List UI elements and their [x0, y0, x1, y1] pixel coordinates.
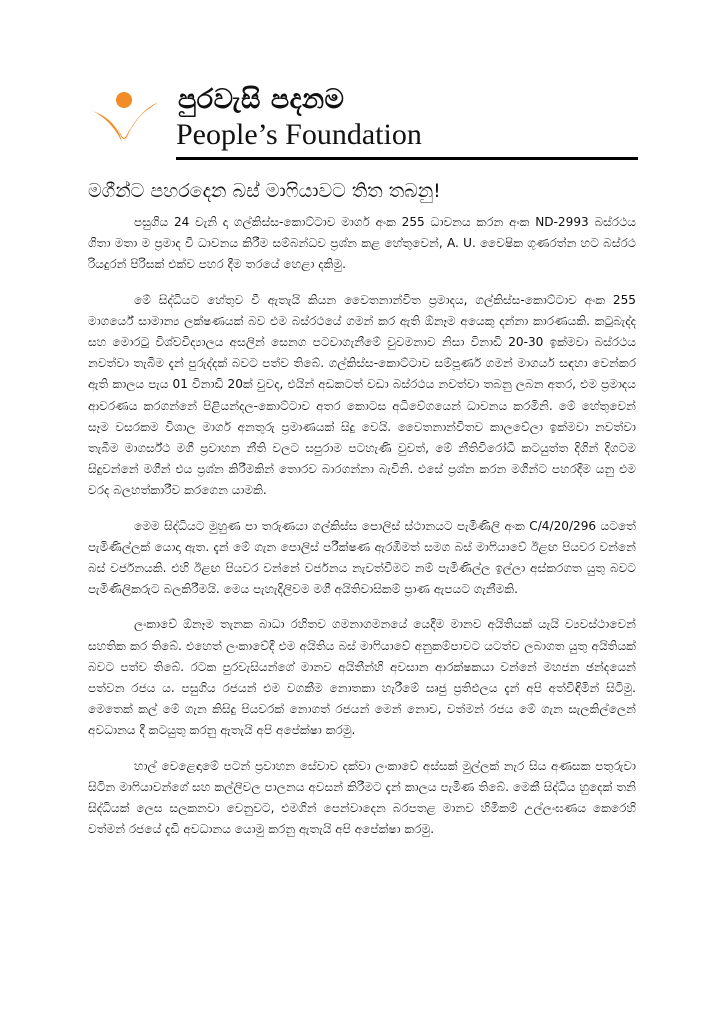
article-paragraph: හාල් වෙළෙඳාමේ පටන් ප්‍රවාහන සේවාව දක්වා ලංකාවේ අස්සක් මුල්ලක් නැර සිය අණසක පතුරුවා සිටින මාෆියාවන්ගේ සහ කල්ලිවල පාලනය අවසන් කිරීමට දැන් කාලය පැමිණ තිබේ. මෙකී සිද්ධිය හුදෙක් තනි සිද්ධියක් ලෙස සලකනවා වෙනුවට, එමගින් පෙන්වාදෙන බරපතළ මානව හිමිකම් උල්ලංඝණය කෙරෙහි වත්මන් රජයේ දැඩි අවධානය යොමු කරනු ඇතැයි අපි අපේක්ෂා කරමු.	[88, 758, 636, 837]
article-title: මගීන්ට පහරදෙන බස් මාෆියාවට තිත තබනු!	[88, 180, 441, 202]
article-paragraph: මෙම සිද්ධියට මුහුණ පා තරුණයා ගල්කිස්ස පොලිස් ස්ථානයට පැමිණිලි අංක C/4/20/296 යටතේ පැමිණිල්ලක් යොදා ඇත. දැන් මේ ගැන පොලිස් පරීක්ෂණ ඇරඹීමත් සමග බස් මාෆියාවේ ඊළඟ පියවර වන්නේ බස් වර්ජනයකි. එහි ඊළඟ පියවර වන්නේ වර්ජනය නැවත්වීමට නම් පැමිණිල්ල ඉල්ලා අස්කරගත යුතු බවට පැමිණිලිකරුට බලකිරීමයි. මෙය පැහැදිලිවම මගී අයිතිවාසිකම් ප්‍රාණ ඇපයට ගැනීමකි.	[88, 518, 636, 597]
article-paragraph: පසුගිය 24 වැනි දා ගල්කිස්ස-කොට්ටාව මාගර් අංක 255 ධාවනය කරන අංක ND-2993 බස්රථය ගිතා මතා ම ප්‍රමාද වී ධාවනය කිරීම සම්බන්ධව ප්‍රශ්න කළ හේතුවෙන්, A. U. වෛෂික ගුණරත්න හට බස්රථ රියදුරන් පිරිසක් එක්ව පහර දීම තරයේ හෙළා දකිමු.	[88, 215, 636, 272]
organization-name-sinhala: පුරවැසි පදනම	[178, 84, 345, 115]
organization-logo-icon	[88, 88, 160, 152]
article-body	[88, 212, 636, 854]
organization-name-english: People’s Foundation	[176, 118, 422, 151]
header-divider	[176, 157, 638, 160]
article-paragraph: ලංකාවේ ඕනෑම තැනක බාධා රහිතව ගමනාගමනයේ යෙදීම මානව අයිතියක් යැයි ව්‍යවස්ථාවෙන් සහතික කර තිබේ. එහෙත් ලංකාවේදී එම අයිතිය බස් මාෆියාවේ අනුකම්පාවට යටත්ව ලබාගත යුතු අයිතියක් බවට පත්ව තිබේ. රටක පුරවැසියන්ගේ මානව අයිතීන්හි අවසාන ආරක්ෂකයා වන්නේ මහජන ඡන්දයෙන් පත්වන රජය ය. පසුගිය රජයන් එම වගකීම නොතකා හැරීමේ සෘජු ප්‍රතිඵලය දැන් අපි අත්විඳිමින් සිටිමු. මෙතෙක් කල් මේ ගැන කිසිදු පියවරක් නොගත් රජයන් මෙන් නොව, වත්මන් රජය මේ ගැන සැලකිල්ලෙන් අවධානය දී කටයුතු කරනු ඇතැයි අපි අපේක්ෂා කරමු.	[88, 617, 636, 738]
article-paragraph: මේ සිද්ධියට හේතුව වී ඇතැයි කියන වෛතනාන්විත ප්‍රමාදය, ගල්කිස්ස-කොට්ටාව අංක 255 මාගර්යේ සාමාන්‍ය ලක්ෂණයක් බව එම බස්රථයේ ගමන් කර ඇති ඕනෑම අයෙකු දන්නා කාරණයකි. කටුබැද්ද සහ මොරටු විශ්වවිද්‍යාලය අසලින් සෙනග පටවාගැනීමේ වුවමනාව නිසා විනාඩි 20-30 ඉක්මවා බස්රථය නවත්වා තැබීම දැන් පුරුද්දක් බවට පත්ව තිබේ. ගල්කිස්ස-කොට්ටාව සම්පූණර් ගමන් මාගර්ය සඳහා වෙන්කර ඇති කාලය පැය 01 විනාඩි 20ක් වුවද, එයින් අඩකටත් වඩා බස්රථය නවත්වා තබනු ලබන අතර, එම ප්‍රමාදය ආවරණය කරගන්නේ පිළියන්දල-කොට්ටාව අතර කොටස අධිවේගයෙන් ධාවනය කරමිනි. මේ හේතුවෙන් සෑම වසරකම විශාල මාගර් අනතුරු ප්‍රමාණයක් සිදු වෙයි. වෛතනාන්විතව කාලවේලා ඉක්මවා නවත්වා තැබීම මාගර්ස්ථ මගී ප්‍රවාහන නීති වලට සපුරාම පටහැණි වුවත්, මේ නීතිවිරෝධී කටයුත්ත දිගින් දිගටම සිදුවන්නේ මගීන් එය ප්‍රශ්න කිරීමකින් තොරව බාරගන්නා බැවිනි. එසේ ප්‍රශ්න කරන මගීන්ට පහරදීම යනු එම වරද බලහත්කාරීව කරගෙන යාමකි.	[88, 292, 636, 498]
